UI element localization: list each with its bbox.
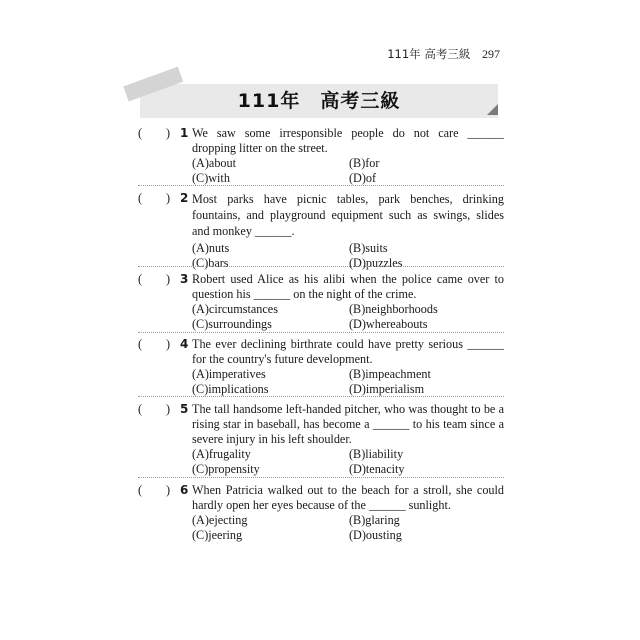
divider bbox=[138, 396, 504, 397]
option-b: (B)for bbox=[349, 156, 380, 170]
option-d: (D)puzzles bbox=[349, 256, 403, 270]
option-a: (A)circumstances bbox=[192, 302, 278, 316]
divider bbox=[138, 266, 504, 267]
question-number: 6 bbox=[180, 483, 189, 497]
option-b: (B)neighborhoods bbox=[349, 302, 438, 316]
option-a: (A)imperatives bbox=[192, 367, 266, 381]
question-stem: Most parks have picnic tables, park benches, drinking fountains, and playground equipment such as swings, slides and monkey ______. bbox=[192, 192, 504, 238]
option-c: (C)jeering bbox=[192, 528, 243, 542]
option-a: (A)ejecting bbox=[192, 513, 248, 527]
paren-right: ) bbox=[166, 337, 171, 351]
question-stem: We saw some irresponsible people do not care ______ dropping litter on the street. bbox=[192, 126, 504, 155]
question-4 bbox=[138, 337, 504, 397]
question-number: 3 bbox=[180, 272, 189, 286]
question-number: 4 bbox=[180, 337, 189, 351]
question-3 bbox=[138, 272, 504, 332]
option-a: (A)nuts bbox=[192, 241, 230, 255]
question-number: 5 bbox=[180, 402, 189, 416]
option-d: (D)ousting bbox=[349, 528, 402, 542]
divider bbox=[138, 185, 504, 186]
option-a: (A)frugality bbox=[192, 447, 251, 461]
paren-left: ( bbox=[138, 483, 143, 497]
option-c: (C)surroundings bbox=[192, 317, 272, 331]
option-d: (D)tenacity bbox=[349, 462, 405, 476]
option-c: (C)with bbox=[192, 171, 230, 185]
option-c: (C)implications bbox=[192, 382, 269, 396]
question-stem: When Patricia walked out to the beach for a stroll, she could hardly open her eyes because of the ______ sunlight. bbox=[192, 483, 504, 512]
paren-left: ( bbox=[138, 191, 143, 205]
question-stem: The ever declining birthrate could have pretty serious ______ for the country's future development. bbox=[192, 337, 504, 366]
paren-right: ) bbox=[166, 191, 171, 205]
option-d: (D)whereabouts bbox=[349, 317, 428, 331]
section-title: 111年 高考三級 bbox=[237, 90, 401, 112]
option-b: (B)impeachment bbox=[349, 367, 431, 381]
option-a: (A)about bbox=[192, 156, 236, 170]
options-grid bbox=[192, 447, 504, 477]
option-b: (B)liability bbox=[349, 447, 404, 461]
question-stem: The tall handsome left-handed pitcher, who was thought to be a rising star in baseball, has become a ______ to his team since a severe injury in his left shoulder. bbox=[192, 402, 504, 446]
paren-left: ( bbox=[138, 402, 143, 416]
question-2 bbox=[138, 191, 504, 271]
option-b: (B)suits bbox=[349, 241, 388, 255]
question-6 bbox=[138, 483, 504, 543]
paren-right: ) bbox=[166, 126, 171, 140]
options-grid bbox=[192, 302, 504, 332]
running-header bbox=[387, 46, 500, 62]
divider bbox=[138, 332, 504, 333]
paren-right: ) bbox=[166, 402, 171, 416]
page-number: 297 bbox=[482, 47, 500, 61]
paren-left: ( bbox=[138, 126, 143, 140]
option-b: (B)glaring bbox=[349, 513, 400, 527]
paren-right: ) bbox=[166, 272, 171, 286]
options-grid bbox=[192, 367, 504, 397]
question-number: 1 bbox=[180, 126, 189, 140]
question-1 bbox=[138, 126, 504, 186]
option-d: (D)of bbox=[349, 171, 377, 185]
paren-left: ( bbox=[138, 337, 143, 351]
question-number: 2 bbox=[180, 191, 189, 205]
divider bbox=[138, 477, 504, 478]
paren-right: ) bbox=[166, 483, 171, 497]
option-c: (C)propensity bbox=[192, 462, 260, 476]
options-grid bbox=[192, 156, 504, 186]
option-d: (D)imperialism bbox=[349, 382, 425, 396]
options-grid bbox=[192, 513, 504, 543]
option-c: (C)bars bbox=[192, 256, 229, 270]
question-5 bbox=[138, 402, 504, 477]
paren-left: ( bbox=[138, 272, 143, 286]
running-title: 111年 高考三級 bbox=[387, 47, 471, 61]
question-stem: Robert used Alice as his alibi when the police came over to question his ______ on the night of the crime. bbox=[192, 272, 504, 301]
